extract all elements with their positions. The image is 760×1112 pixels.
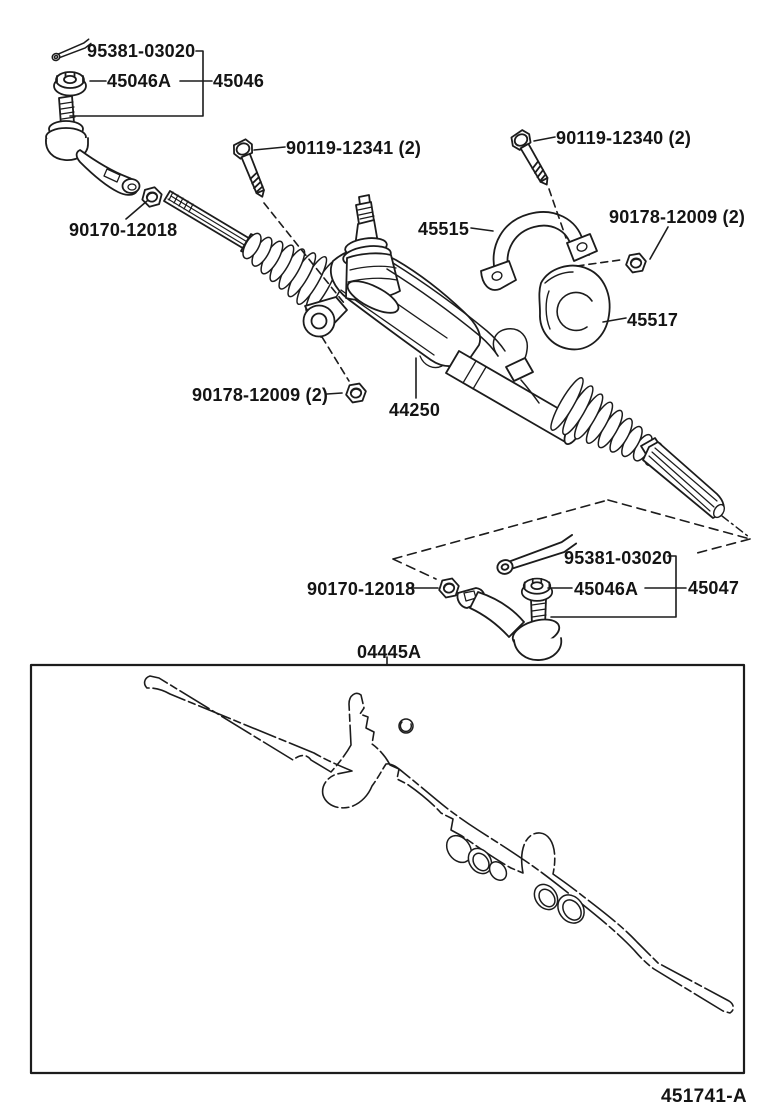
gasket-kit-silhouette [145, 676, 734, 1013]
tie-rod-end-left-drawing [46, 96, 140, 195]
label-nut-right: 90178-12009 (2) [609, 207, 746, 227]
label-tie-rod-end-left: 45046 [213, 71, 265, 91]
label-lock-nut-top: 90170-12018 [69, 220, 178, 240]
castle-nut-icon-bottom [522, 579, 552, 601]
castle-nut-icon-top [54, 72, 86, 96]
label-tie-rod-end-right: 45047 [688, 578, 740, 598]
label-castle-nut-top: 45046A [107, 71, 172, 91]
label-castle-nut-bottom: 45046A [574, 579, 639, 599]
grommet-45517-drawing [539, 266, 609, 350]
label-steering-gear: 44250 [389, 400, 441, 420]
label-grommet: 45517 [627, 310, 679, 330]
label-bolt-right: 90119-12340 (2) [556, 128, 692, 148]
label-lock-nut-bottom: 90170-12018 [307, 579, 416, 599]
axis-dash-dot [722, 516, 749, 537]
label-gasket-kit: 04445A [357, 642, 422, 662]
flange-nut-icon-left [345, 383, 368, 404]
label-nut-left: 90178-12009 (2) [192, 385, 329, 405]
figure-code: 451741-A [661, 1086, 747, 1107]
steering-gear-drawing [164, 191, 727, 519]
hex-bolt-icon-left [231, 138, 272, 201]
label-cotter-pin-top: 95381-03020 [87, 41, 196, 61]
label-cotter-pin-bottom: 95381-03020 [564, 548, 673, 568]
gasket-kit-box [31, 665, 744, 1073]
label-bracket-clamp: 45515 [418, 219, 470, 239]
hex-bolt-icon-right [508, 128, 555, 190]
label-bolt-left: 90119-12341 (2) [286, 138, 422, 158]
flange-nut-icon-right [625, 253, 648, 274]
